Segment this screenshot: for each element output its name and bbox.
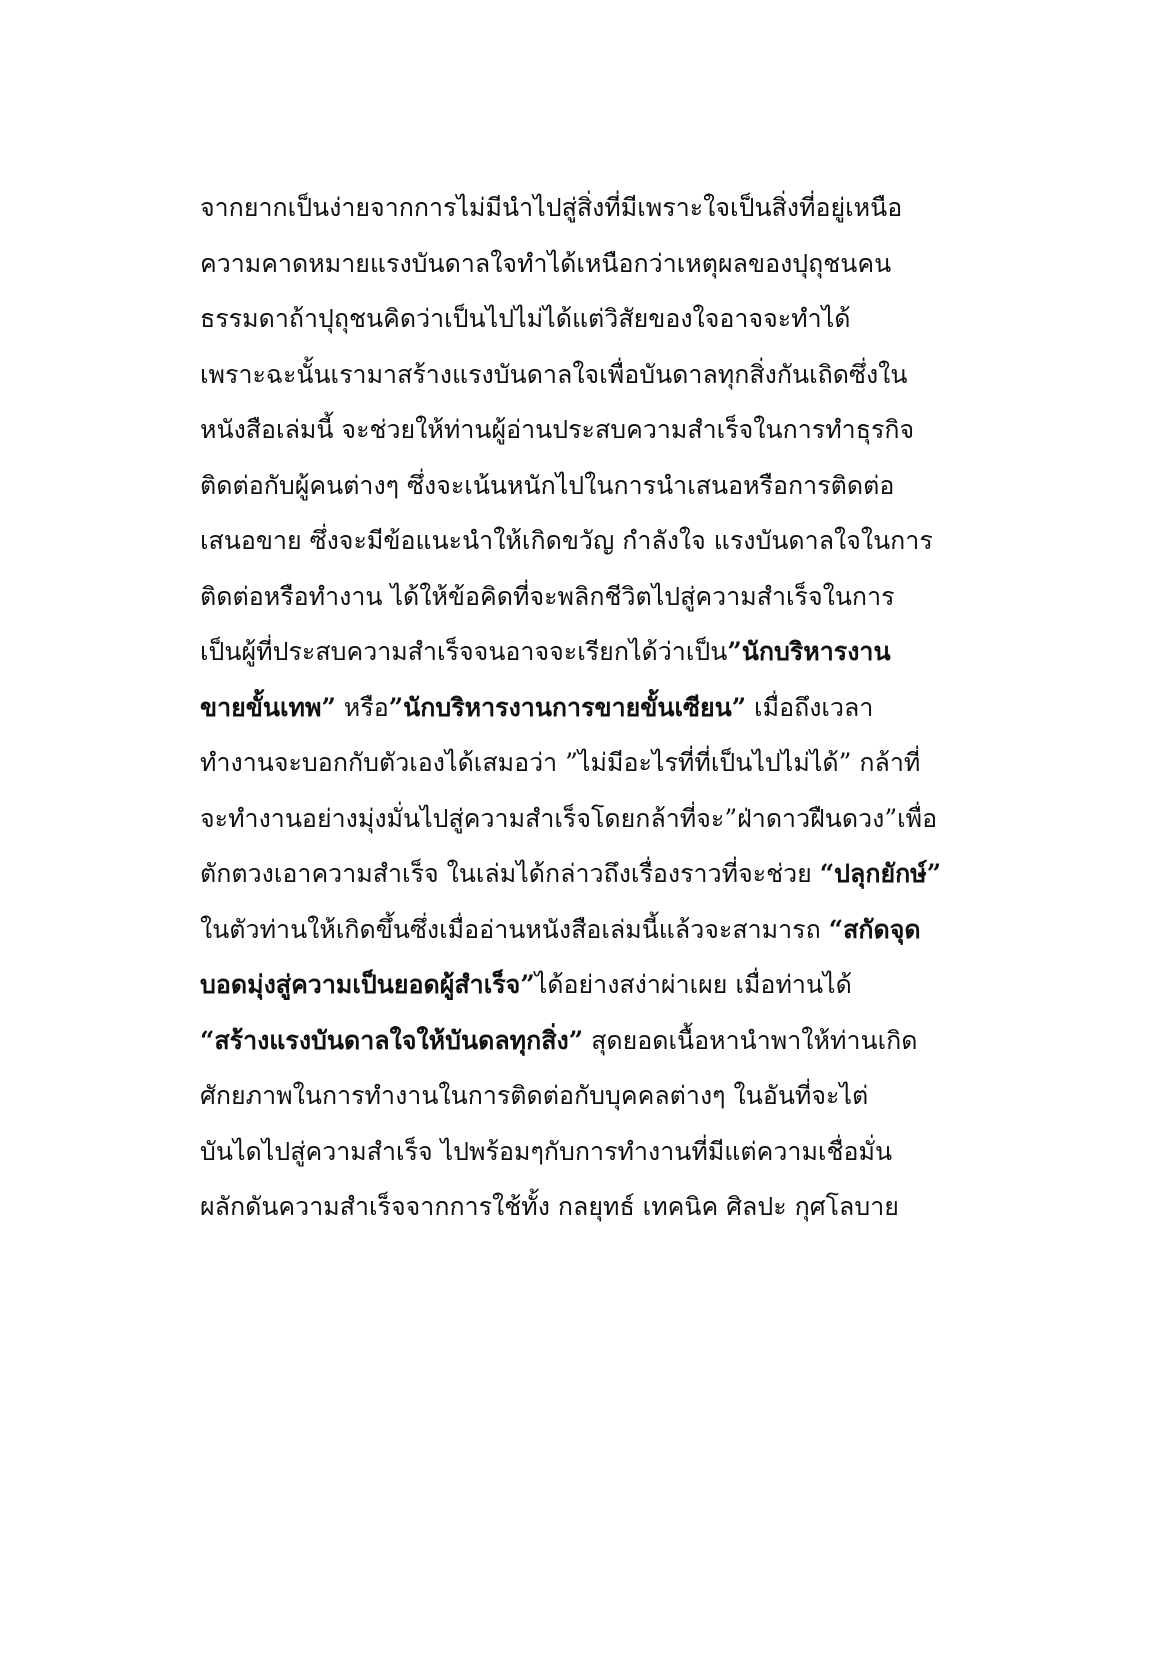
text-line [200, 347, 990, 403]
text-segment: ติดต่อกับผู้คนต่างๆ ซึ่งจะเน้นหนักไปในการนำเสนอหรือการติดต่อ [200, 470, 895, 500]
text-line [200, 458, 990, 514]
bold-text-segment: “สร้างแรงบันดาลใจให้บันดลทุกสิ่ง” [200, 1025, 584, 1055]
text-line [200, 569, 990, 625]
text-line [200, 1068, 990, 1124]
text-line [200, 236, 990, 292]
text-segment: ความคาดหมายแรงบันดาลใจทำได้เหนือกว่าเหตุผลของปุถุชนคน [200, 248, 892, 278]
body-text [200, 180, 990, 1235]
text-segment: ได้อย่างสง่าผ่าเผย เมื่อท่านได้ [534, 970, 852, 999]
text-segment: ศักยภาพในการทำงานในการติดต่อกับบุคคลต่างๆ ในอันที่จะไต่ [200, 1081, 869, 1110]
text-segment: เสนอขาย ซึ่งจะมีข้อแนะนำให้เกิดขวัญ กำลังใจ แรงบันดาลใจในการ [200, 526, 933, 555]
text-line [200, 624, 990, 680]
text-segment: เพราะฉะนั้นเรามาสร้างแรงบันดาลใจเพื่อบันดาลทุกสิ่งกันเถิดซึ่งใน [200, 359, 908, 389]
bold-text-segment: ขายขั้นเทพ” [200, 692, 336, 722]
text-segment: ทำงานจะบอกกับตัวเองได้เสมอว่า ”ไม่มีอะไรที่ที่เป็นไปไม่ได้” กล้าที่ [200, 748, 921, 777]
text-segment: หนังสือเล่มนี้ จะช่วยให้ท่านผู้อ่านประสบความสำเร็จในการทำธุรกิจ [200, 415, 915, 444]
text-segment: ผลักดันความสำเร็จจากการใช้ทั้ง กลยุทธ์ เทคนิค ศิลปะ กุศโลบาย [200, 1192, 899, 1221]
bold-text-segment: “ปลุกยักษ์” [819, 859, 942, 888]
text-line [200, 680, 990, 736]
bold-text-segment: บอดมุ่งสู่ความเป็นยอดผู้สำเร็จ” [200, 970, 535, 999]
text-segment: จากยากเป็นง่ายจากการไม่มีนำไปสู่สิ่งที่มีเพราะใจเป็นสิ่งที่อยู่เหนือ [200, 193, 903, 222]
text-line [200, 1013, 990, 1069]
text-segment: เมื่อถึงเวลา [746, 692, 874, 722]
text-line [200, 291, 990, 347]
text-line [200, 791, 990, 847]
bold-text-segment: “สกัดจุด [828, 914, 921, 944]
text-segment: สุดยอดเนื้อหานำพาให้ท่านเกิด [583, 1025, 918, 1055]
bold-text-segment: ”นักบริหารงาน [727, 637, 891, 666]
text-line [200, 957, 990, 1013]
text-segment: ติดต่อหรือทำงาน ได้ให้ข้อคิดที่จะพลิกชีวิตไปสู่ความสำเร็จในการ [200, 581, 895, 611]
text-line [200, 846, 990, 902]
text-line [200, 513, 990, 569]
text-line [200, 1179, 990, 1235]
text-segment: เป็นผู้ที่ประสบความสำเร็จจนอาจจะเรียกได้ว่าเป็น [200, 637, 728, 666]
text-segment: บันไดไปสู่ความสำเร็จ ไปพร้อมๆกับการทำงานที่มีแต่ความเชื่อมั่น [200, 1136, 893, 1166]
text-line [200, 1124, 990, 1180]
text-line [200, 180, 990, 236]
bold-text-segment: ”นักบริหารงานการขายขั้นเซียน” [388, 692, 747, 722]
text-segment: ในตัวท่านให้เกิดขึ้นซึ่งเมื่ออ่านหนังสือเล่มนี้แล้วจะสามารถ [200, 914, 829, 944]
text-line [200, 902, 990, 958]
text-segment: หรือ [335, 692, 389, 722]
text-segment: จะทำงานอย่างมุ่งมั่นไปสู่ความสำเร็จโดยกล้าที่จะ”ฝ่าดาวฝืนดวง”เพื่อ [200, 803, 938, 833]
text-segment: ตักตวงเอาความสำเร็จ ในเล่มได้กล่าวถึงเรื่องราวที่จะช่วย [200, 859, 820, 888]
text-line [200, 402, 990, 458]
text-line [200, 735, 990, 791]
text-segment: ธรรมดาถ้าปุถุชนคิดว่าเป็นไปไม่ได้แต่วิสัยของใจอาจจะทำได้ [200, 304, 851, 333]
